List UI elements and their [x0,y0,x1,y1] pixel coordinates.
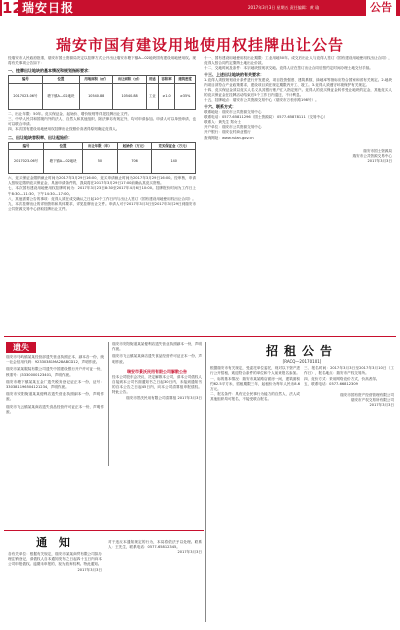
table-cell: 工业 [146,83,158,109]
lost-notice-column [6,342,104,415]
table-cell: 2017023-06号 [9,83,43,109]
bottom-divider [4,530,204,531]
table-cell: 50 [83,150,118,174]
section-one-heading: 一、挂牌出让地块的基本情况和规划指标要求： [8,68,92,74]
dissolution-sign: 瑞安市景沃民用有限公司清算组 2017年3月3日 [126,395,202,400]
paragraph-e: 七、本次国有建设用地使用权挂牌时间为：2017年3月23日8:30至2017年4月6日10:00。挂牌报价时间为工作日上午8:30—11:30，下午14:30—17:00。 [8,186,196,196]
paragraph-d: 六、竞买保证金缴纳截止时间为2017年3月29日16:00，竞买申请截止时间为2017年3月29日16:00。经审核，申请人按规定缴纳竞买保证金，具备申请条件的，我局将在2017年3月29日17:00前确认其竞买资格。 [8,176,196,186]
table-header-row [9,76,196,83]
middle-paragraph: 瑞安市安阳街道某某便利店遗失营业执照副本一份，声明作废。 [112,342,202,352]
table-header-row [9,142,196,149]
main-notice-left-column [8,56,196,212]
contact-line: 开户单位：瑞安市公共资源交易中心 [204,125,262,130]
right-paragraph: 十一、国有建设用地使用权出让期限：工业用地50年。成交后出让人与竞得人签订《国有建设用地使用权出让合同》，竞得人按合同约定缴纳土地出让价款。 [204,56,392,66]
list-item: 瑞安市塘下镇某某五金厂遗失税务登记证正本一份，证号：330381196504121234，声明作废。 [6,379,104,390]
middle-paragraph: 瑞安市飞云镇某某商店遗失食品经营许可证正本一份，声明作废。 [112,354,202,364]
table-cell: 2017023-06号 [9,150,44,174]
table-row [9,83,196,109]
section-divider [4,336,396,337]
table-header-cell: 用地面积（㎡） [80,76,113,83]
price-table [8,142,196,174]
list-item: 瑞安市马屿镇某某经营部遗失营业执照正本、副本各一份，统一社会信用代码：92330381MA28ABCD12，声明作废。 [6,355,104,365]
table-cell: 10540.88 [113,83,146,109]
table-header-cell: 建筑密度 [175,76,196,83]
contact-heading: 十六、联系方式： [204,103,236,109]
paragraph-b: 三、中华人民共和国境内外的法人、自然人和其他组织，除法律另有规定外，均可申请参加。申请人可以单独申请，也可以联合申请。 [8,117,196,127]
tender-column [210,342,394,409]
table-header-cell: 编号 [9,142,44,149]
table-cell: 塘下镇A—02地块 [42,83,79,109]
table-header-cell: 位置 [44,142,83,149]
dissolution-title: 瑞安市景沃民用有限公司解散公告 [127,368,187,374]
signature-line: 2017年3月3日 [369,403,394,408]
table-cell: 140 [152,150,196,174]
table-header-cell: 编号 [9,76,43,83]
table-header-cell: 起始价（万元） [117,142,152,149]
middle-column [112,342,202,401]
tender-body [210,366,394,408]
table-header-cell: 用途 [146,76,158,83]
signature-block [204,149,392,165]
tender-title: 招租公告 [265,344,338,358]
tender-signature [304,393,394,409]
tender-paragraph: 四、竞价方式：采用网络竞价方式，价高者得。 [304,376,380,381]
contact-line[interactable]: 查询网址：www.ruian.gov.cn [204,135,254,140]
right-paragraph: 十四、竞买保证金须以竞买人名义从其银行账户汇入指定账户。竞得人的竞买保证金转作受让地块的定金，其他竞买人的竞买保证金在挂牌活动结束后5个工作日内退还，不计利息。 [204,88,392,98]
table-cell: ≥35% [175,83,196,109]
table-cell: 706 [117,150,152,174]
signature-line: 瑞安市国土资源局 [363,148,392,153]
parcel-table [8,75,196,109]
list-item: 瑞安市安阳街道某某便利店遗失营业执照副本一份，声明作废。 [6,392,104,402]
bottom-notice-title: 通 知 [36,536,74,549]
masthead: 瑞安日报 [22,1,75,15]
table-header-cell: 出让年限（年） [83,142,118,149]
bottom-notice-sign: 2017年3月3日 [77,567,102,572]
tender-paragraph: 一、标的基本情况：瑞安市某某路店面房一间，建筑面积约62.5平方米，招租期限三年，起租价为每年人民币8.6万元。 [210,376,300,392]
bottom-right-sign: 2017年3月3日 [177,550,202,555]
tender-code: [RACQ—20170101] [282,359,322,364]
signature-line: 瑞安市公共资源交易中心 [352,154,392,159]
paragraph-g: 九、本次挂牌出让的详细资料和具体要求，详见挂牌出让文件。申请人可于2017年3月3日至2017年3月29日到瑞安市公共资源交易中心获取挂牌出让文件。 [8,202,196,212]
signature-line: 瑞安市产权交易所有限公司 [350,398,394,403]
bottom-notice-right [108,540,202,556]
bottom-notice [8,534,102,573]
table-header-cell: 位置 [42,76,79,83]
tender-paragraph: 五、联系电话：0577-66812309 [304,381,358,386]
signature-line: 2017年3月3日 [367,159,392,164]
main-notice-right-column [204,56,392,164]
table-row [9,150,196,174]
bottom-right-body: 对于违反本通知规定的行为，本局将依法予以处理。联系人：王先生，联系电话：0577-65812345。 [108,540,202,550]
paragraph-c: 四、本次国有建设用地使用权挂牌出让按照价高者得原则确定竞得人。 [8,127,120,132]
tender-paragraph: 根据瑞安市有关规定，受委托单位委托，现对以下资产进行公开招租，欢迎符合条件的单位和个人前来报名参加。 [210,366,300,376]
table-cell: 10540.88 [80,83,113,109]
dissolution-body: 经本公司股东会决议，决定解散本公司，请本公司债权人自接到本公司书面通知书之日起30日内，未接到通知书的自本公告之日起45日内，向本公司清算组申报债权。特此公告。 [112,374,202,395]
bottom-notice-body: 各有关单位：根据有关规定，瑞安市某某商贸有限公司拟办理注销登记，请债权人自本通知发布之日起四十五日内向本公司申报债权。逾期未申报的，视为放弃权利。特此通知。 [8,552,102,567]
section-label: 公告 [366,0,396,16]
contact-line: 联系地址：瑞安市公共资源交易中心 [204,109,262,114]
contact-line: 联系电话：0577-65811296（国土资源局） 0577-65878111（交易中心） [204,114,328,119]
right-heading: 十三、上述出让地块的有关要求： [204,71,264,77]
table-cell: ≥1.0 [158,83,174,109]
tender-paragraph: 二、报名条件：具有完全民事行为能力的自然人、法人或其他组织均可报名，不接受联合报名。 [210,392,300,402]
lost-notice-title: 遗失 [6,342,36,353]
signature-line: 瑞安市国有资产经营管理有限公司 [340,393,394,398]
paragraph-a: 二、出让年限：50年。竞买保证金、起始价、增价规则等详见挂牌出让文件。 [8,111,132,116]
right-paragraph: 1.竞得人须按规划设计条件进行开发建设，项目投资强度、建筑系数、绿地率等指标应符合国家和省有关规定。2.地块内项目须符合产业政策要求，建设项目须在规定期限内开工、竣工。3.竞得人须遵守环境保护有关规定。 [204,77,392,87]
main-notice-title: 瑞安市国有建设用地使用权挂牌出让公告 [55,36,344,54]
list-item: 瑞安市飞云镇某某商店遗失食品经营许可证正本一份，声明作废。 [6,404,104,414]
list-item: 瑞安市某某服装有限公司遗失中国建设银行开户许可证一份，核准号：J3330000123401，声明作废。 [6,367,104,377]
section-two-heading: 二、出让地块容积率、出让起始价： [8,134,72,140]
table-header-cell: 出让面积（㎡） [113,76,146,83]
table-header-cell: 容积率 [158,76,174,83]
contact-line: 开户银行：瑞安农村商业银行 [204,130,251,135]
right-paragraph: 十五、挂牌地点：瑞安市公共资源交易中心（瑞安市万松东路198号）。 [204,98,319,103]
tender-paragraph: 三、报名时间：2017年3月3日至2017年3月10日（工作日），报名地点：瑞安市产权交易所。 [304,366,394,376]
contact-line: 联系人：黄先生 郑女士 [204,120,242,125]
tender-right [304,366,394,408]
tender-left [210,366,300,408]
paragraph-f: 八、其他需要公告的事项：竞得人须在成交确认之日起10个工作日内与出让人签订《国有建设用地使用权出让合同》。 [8,196,196,201]
column-divider [108,342,109,466]
table-header-cell: 竞买保证金（万元） [152,142,196,149]
table-cell: 塘下镇A—02地块 [44,150,83,174]
dateline: 2017年3月3日 星期五 责任编辑：黄 瑜 [248,5,320,10]
page-number: 12 [2,0,23,17]
column-divider [205,342,206,622]
intro-paragraph: 经瑞安市人民政府批准，瑞安市国土资源局决定以挂牌方式公开出让瑞安市塘下镇A—02地块国有建设用地使用权。现将有关事项公告如下： [8,56,196,66]
right-paragraph: 十二、交地时间及条件：本宗地块按现状交地。竞得人应在签订出让合同后按约定时间办理土地交付手续。 [204,66,373,71]
